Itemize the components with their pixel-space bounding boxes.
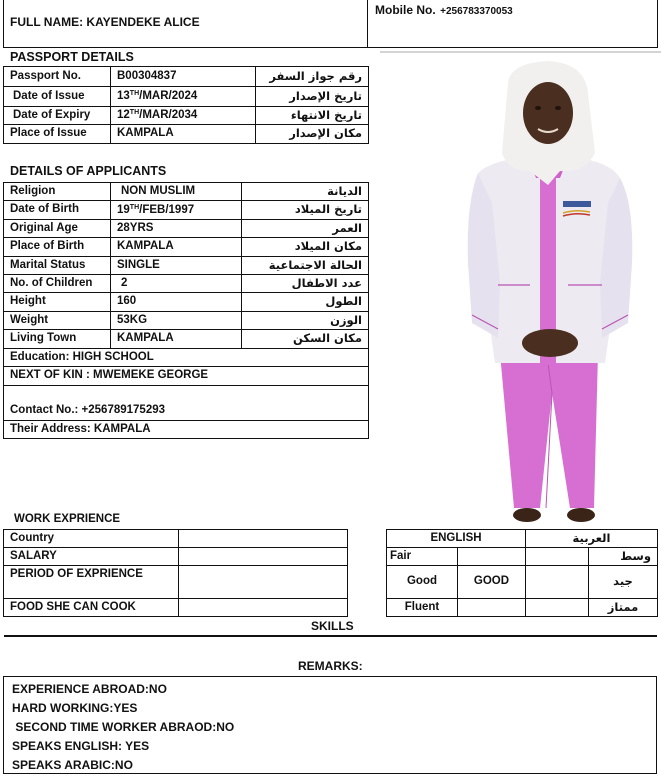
applicant-row — [4, 293, 369, 311]
english-proficiency — [458, 599, 526, 617]
address-cell: Their Address: KAMPALA — [4, 420, 369, 439]
applicant-value — [111, 293, 242, 311]
arabic-level-label: جيد — [589, 566, 658, 599]
language-level: Fair — [387, 548, 458, 566]
work-row — [4, 530, 348, 548]
language-row — [387, 548, 658, 566]
english-proficiency — [458, 548, 526, 566]
passport-row — [4, 125, 369, 144]
passport-value — [111, 107, 256, 125]
education-cell: Education: HIGH SCHOOL — [4, 348, 369, 367]
language-table — [386, 529, 658, 617]
passport-value-sup: TH — [129, 90, 140, 98]
passport-label: Passport No. — [4, 67, 111, 87]
applicant-value — [111, 330, 242, 348]
passport-row — [4, 107, 369, 125]
applicant-photo — [380, 51, 661, 528]
language-row — [387, 599, 658, 617]
applicant-photo-image — [380, 53, 661, 528]
applicant-label: Religion — [4, 183, 111, 201]
applicant-value — [111, 311, 242, 329]
work-row — [4, 566, 348, 599]
header-divider — [367, 0, 368, 48]
applicant-row — [4, 274, 369, 292]
passport-value-sup: TH — [129, 109, 140, 117]
remarks-list — [12, 680, 648, 775]
mobile-value: +256783370053 — [440, 6, 513, 17]
work-value — [179, 599, 348, 617]
applicant-value — [111, 274, 242, 292]
applicant-value-text: 53KG — [117, 313, 148, 326]
work-heading: WORK EXPRIENCE — [14, 513, 121, 525]
arabic-level-label: وسط — [589, 548, 658, 566]
english-header: ENGLISH — [387, 530, 526, 548]
applicant-row — [4, 201, 369, 219]
work-label: FOOD SHE CAN COOK — [4, 599, 179, 617]
applicant-value-sup: TH — [129, 203, 140, 211]
work-label: Country — [4, 530, 179, 548]
passport-row — [4, 67, 369, 87]
applicant-value-text: NON MUSLIM — [121, 184, 196, 197]
applicant-label: Marital Status — [4, 256, 111, 274]
remarks-box — [3, 676, 657, 774]
applicant-value — [111, 219, 242, 237]
passport-value-text: KAMPALA — [117, 127, 174, 140]
applicant-arabic-label: مكان السكن — [242, 330, 369, 348]
work-value — [179, 548, 348, 566]
mobile-label: Mobile No. — [375, 3, 436, 17]
english-proficiency: GOOD — [458, 566, 526, 599]
applicant-arabic-label: الحالة الاجتماعية — [242, 256, 369, 274]
applicant-arabic-label: تاريخ الميلاد — [242, 201, 369, 219]
remark-line: EXPERIENCE ABROAD:NO — [12, 682, 167, 696]
passport-label: Date of Expiry — [4, 107, 111, 125]
passport-arabic-label: تاريخ الإصدار — [256, 87, 369, 107]
language-level: Good — [387, 566, 458, 599]
applicant-arabic-label: الديانة — [242, 183, 369, 201]
passport-value-text: 12 — [117, 109, 130, 122]
passport-label: Date of Issue — [4, 87, 111, 107]
applicant-row — [4, 238, 369, 256]
passport-row — [4, 87, 369, 107]
applicant-row — [4, 330, 369, 348]
applicant-label: No. of Children — [4, 274, 111, 292]
mobile-number — [375, 1, 513, 19]
remark-line: SECOND TIME WORKER ABRAOD:NO — [12, 720, 235, 734]
contact-number: Contact No.: +256789175293 — [10, 404, 166, 417]
passport-value — [111, 87, 256, 107]
passport-value-text: 13 — [117, 90, 130, 103]
passport-value-text: B00304837 — [117, 69, 177, 82]
skills-divider — [4, 635, 657, 637]
remarks-heading: REMARKS: — [298, 659, 363, 673]
work-label: PERIOD OF EXPRIENCE — [4, 566, 179, 599]
full-name: FULL NAME: KAYENDEKE ALICE — [10, 15, 200, 29]
passport-arabic-label: مكان الإصدار — [256, 125, 369, 144]
remark-line: SPEAKS ARABIC:NO — [12, 758, 133, 772]
applicant-heading: DETAILS OF APPLICANTS — [10, 164, 167, 178]
applicant-row — [4, 183, 369, 201]
contact-cell — [4, 385, 369, 420]
work-value — [179, 566, 348, 599]
work-table — [3, 529, 348, 617]
applicant-table — [3, 182, 369, 439]
applicant-value-text: 2 — [121, 276, 128, 289]
passport-value — [111, 125, 256, 144]
applicant-value-text: KAMPALA — [117, 332, 174, 345]
applicant-label: Height — [4, 293, 111, 311]
passport-value — [111, 67, 256, 87]
passport-value-rest: /MAR/2024 — [139, 90, 198, 103]
applicant-value-rest: /FEB/1997 — [139, 203, 195, 216]
arabic-header: العربية — [526, 530, 658, 548]
applicant-value-text: SINGLE — [117, 258, 160, 271]
applicant-arabic-label: الطول — [242, 293, 369, 311]
applicant-value-text: 19 — [117, 203, 130, 216]
applicant-label: Original Age — [4, 219, 111, 237]
passport-arabic-label: تاريخ الانتهاء — [256, 107, 369, 125]
passport-value-rest: /MAR/2034 — [139, 109, 198, 122]
applicant-row — [4, 311, 369, 329]
passport-arabic-label: رقم جواز السفر — [256, 67, 369, 87]
applicant-arabic-label: عدد الاطفال — [242, 274, 369, 292]
passport-label: Place of Issue — [4, 125, 111, 144]
work-label: SALARY — [4, 548, 179, 566]
arabic-proficiency — [526, 548, 589, 566]
language-level: Fluent — [387, 599, 458, 617]
applicant-arabic-label: العمر — [242, 219, 369, 237]
remark-line: HARD WORKING:YES — [12, 701, 138, 715]
passport-heading: PASSPORT DETAILS — [10, 50, 134, 64]
applicant-value — [111, 256, 242, 274]
remark-line: SPEAKS ENGLISH: YES — [12, 739, 150, 753]
applicant-label: Living Town — [4, 330, 111, 348]
applicant-value — [111, 183, 242, 201]
applicant-label: Place of Birth — [4, 238, 111, 256]
applicant-row — [4, 219, 369, 237]
applicant-value-text: 28YRS — [117, 221, 154, 234]
applicant-value — [111, 238, 242, 256]
skills-label: SKILLS — [311, 619, 354, 633]
arabic-proficiency — [526, 566, 589, 599]
work-row — [4, 599, 348, 617]
applicant-value-text: 160 — [117, 295, 137, 308]
arabic-level-label: ممتاز — [589, 599, 658, 617]
passport-table — [3, 66, 369, 144]
work-value — [179, 530, 348, 548]
applicant-label: Date of Birth — [4, 201, 111, 219]
applicant-label: Weight — [4, 311, 111, 329]
applicant-arabic-label: الوزن — [242, 311, 369, 329]
arabic-proficiency — [526, 599, 589, 617]
work-row — [4, 548, 348, 566]
applicant-arabic-label: مكان الميلاد — [242, 238, 369, 256]
language-row — [387, 566, 658, 599]
next-of-kin-cell: NEXT OF KIN : MWEMEKE GEORGE — [4, 367, 369, 386]
applicant-row — [4, 256, 369, 274]
applicant-value-text: KAMPALA — [117, 240, 174, 253]
applicant-value — [111, 201, 242, 219]
